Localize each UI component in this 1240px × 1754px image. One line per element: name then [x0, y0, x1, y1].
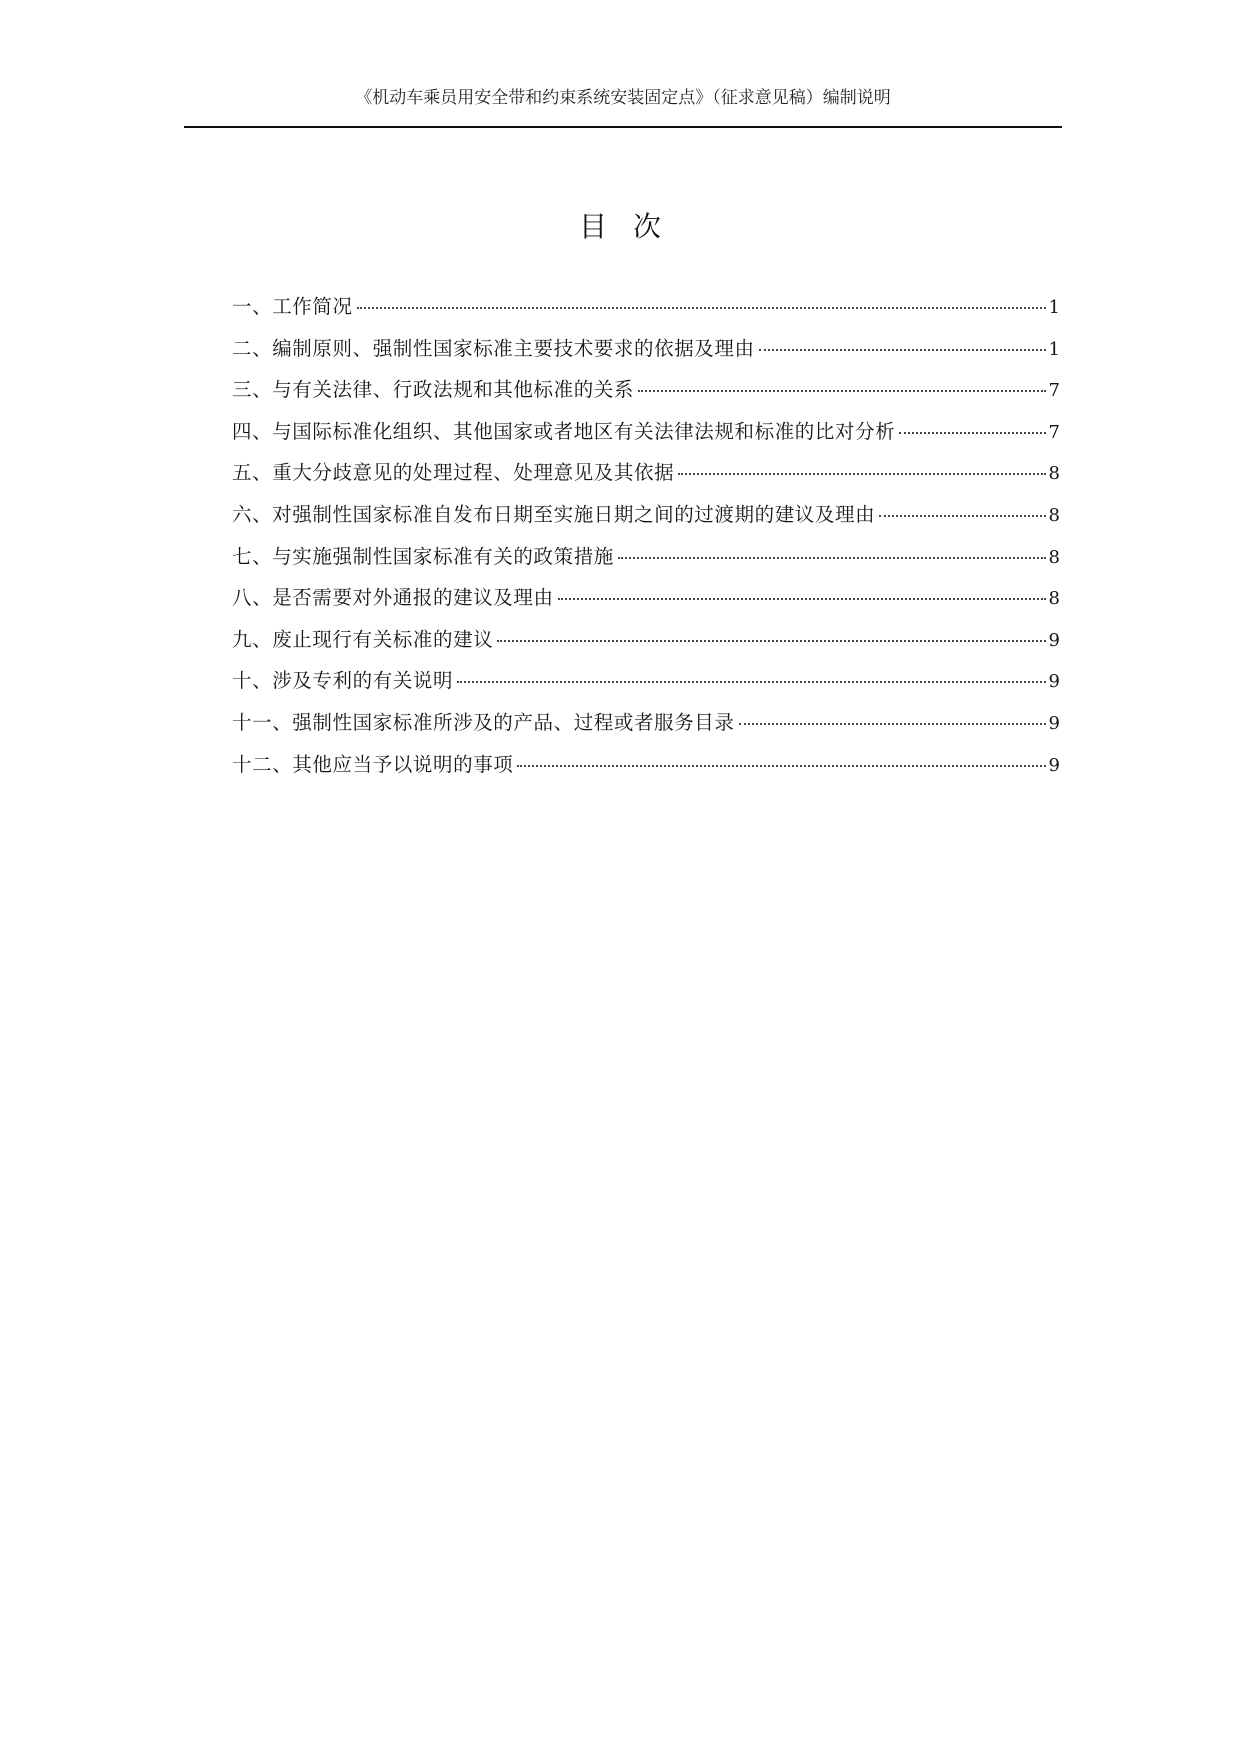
toc-page-number: 1: [1048, 338, 1060, 360]
toc-entry-3[interactable]: [232, 375, 1060, 417]
toc-entry-label: 七、与实施强制性国家标准有关的政策措施: [232, 544, 614, 568]
header-divider: [184, 126, 1062, 128]
toc-entry-label: 九、废止现行有关标准的建议: [232, 627, 494, 651]
toc-entry-12[interactable]: [232, 750, 1060, 792]
dot-leader: [899, 432, 1045, 434]
dot-leader: [739, 723, 1046, 725]
dot-leader: [558, 598, 1046, 600]
toc-title: 目次: [578, 210, 687, 243]
toc-page-number: 8: [1048, 588, 1060, 610]
toc-entry-11[interactable]: [232, 708, 1060, 750]
toc-entry-10[interactable]: [232, 666, 1060, 708]
dot-leader: [638, 390, 1046, 392]
toc-entry-5[interactable]: [232, 458, 1060, 500]
toc-entry-label: 十一、强制性国家标准所涉及的产品、过程或者服务目录: [232, 710, 735, 734]
dot-leader: [759, 349, 1046, 351]
dot-leader: [457, 681, 1045, 683]
dot-leader: [497, 640, 1045, 642]
toc-page-number: 8: [1048, 463, 1060, 485]
toc-page-number: 9: [1048, 754, 1060, 776]
dot-leader: [879, 515, 1045, 517]
toc-entry-4[interactable]: [232, 417, 1060, 459]
toc-entry-2[interactable]: [232, 334, 1060, 376]
toc-entry-label: 五、重大分歧意见的处理过程、处理意见及其依据: [232, 461, 675, 485]
toc-entry-label: 一、工作简况: [232, 295, 353, 318]
running-header: 《机动车乘员用安全带和约束系统安装固定点》（征求意见稿）编制说明: [355, 88, 891, 108]
toc-entry-label: 二、编制原则、强制性国家标准主要技术要求的依据及理由: [232, 336, 755, 360]
toc-entry-label: 十、涉及专利的有关说明: [232, 669, 454, 693]
toc-entry-label: 十二、其他应当予以说明的事项: [232, 752, 514, 776]
toc-entry-7[interactable]: [232, 542, 1060, 584]
table-of-contents: [232, 292, 1060, 791]
toc-entry-6[interactable]: [232, 500, 1060, 542]
toc-page-number: 7: [1048, 380, 1060, 402]
toc-page-number: 9: [1048, 671, 1060, 693]
toc-entry-label: 四、与国际标准化组织、其他国家或者地区有关法律法规和标准的比对分析: [232, 419, 896, 443]
dot-leader: [678, 473, 1045, 475]
toc-entry-label: 八、是否需要对外通报的建议及理由: [232, 586, 554, 610]
toc-entry-8[interactable]: [232, 583, 1060, 625]
toc-entry-label: 三、与有关法律、行政法规和其他标准的关系: [232, 378, 635, 402]
toc-page-number: 1: [1048, 297, 1060, 318]
dot-leader: [618, 557, 1046, 559]
toc-entry-9[interactable]: [232, 625, 1060, 667]
toc-entry-label: 六、对强制性国家标准自发布日期至实施日期之间的过渡期的建议及理由: [232, 502, 876, 526]
toc-page-number: 9: [1048, 629, 1060, 651]
toc-page-number: 7: [1048, 421, 1060, 443]
toc-page-number: 9: [1048, 712, 1060, 734]
dot-leader: [517, 765, 1045, 767]
dot-leader: [357, 307, 1046, 309]
toc-page-number: 8: [1048, 546, 1060, 568]
toc-entry-1[interactable]: [232, 292, 1060, 334]
toc-page-number: 8: [1048, 504, 1060, 526]
